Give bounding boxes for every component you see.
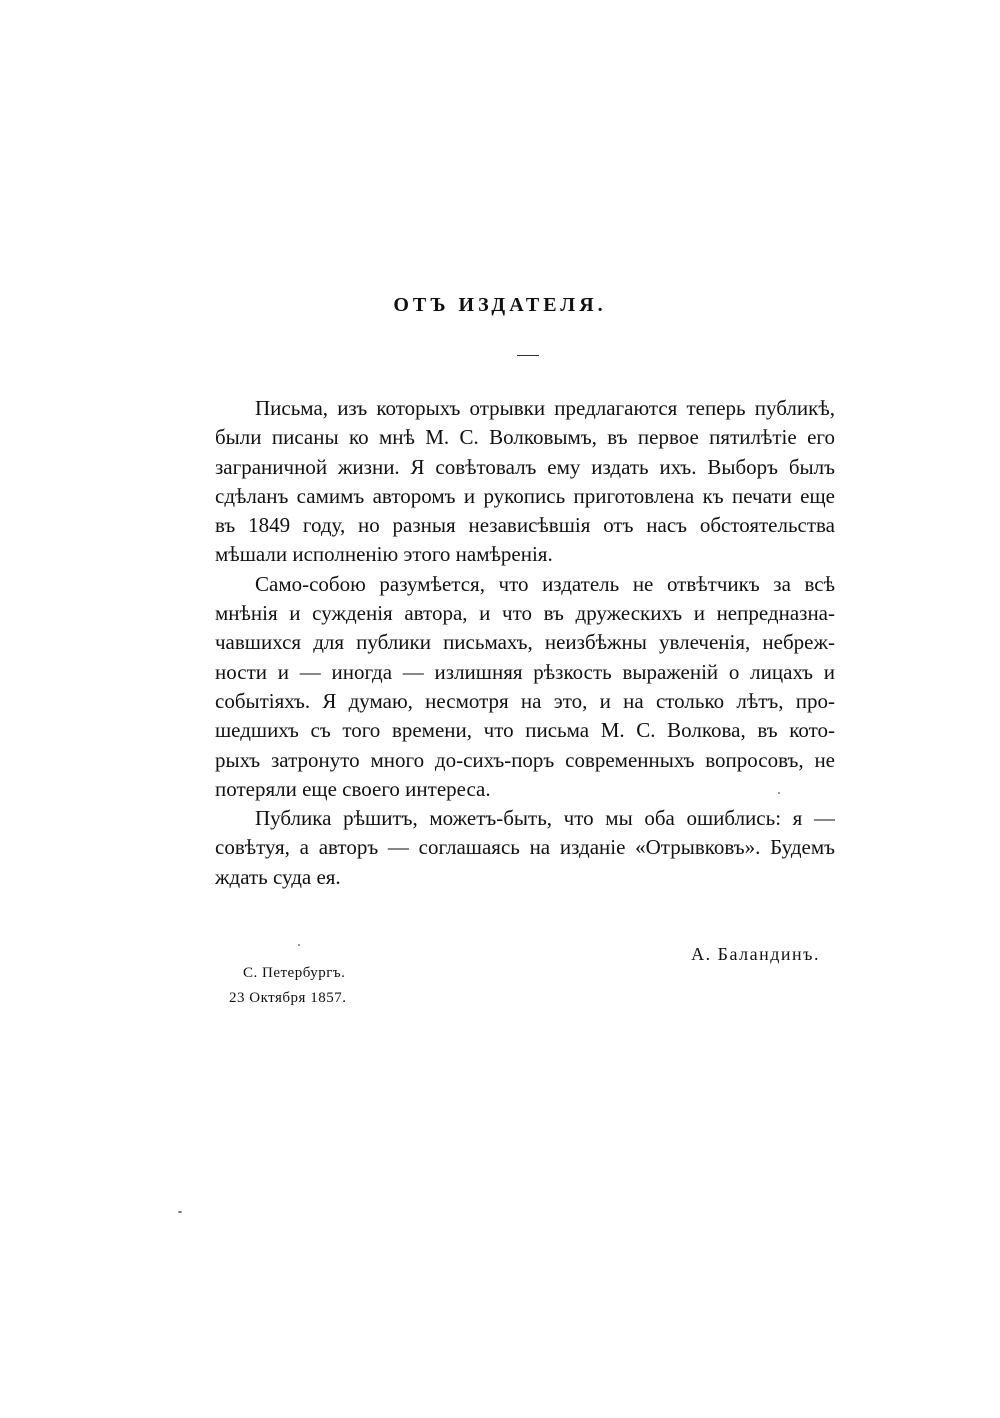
- text-line: мѣшали исполненію этого намѣренія.: [215, 542, 553, 567]
- scan-speck: [178, 1211, 182, 1213]
- body-text: [215, 394, 835, 892]
- scan-speck: [778, 792, 780, 794]
- text-line: событіяхъ. Я думаю, несмотря на это, и на столько лѣтъ, про-: [215, 688, 835, 713]
- text-line: Письма, изъ которыхъ отрывки предлагаются теперь публикѣ,: [255, 396, 835, 420]
- text-line: чавшихся для публики письмахъ, неизбѣжны увлеченія, небреж-: [215, 630, 835, 655]
- text-line: Публика рѣшитъ, можетъ-быть, что мы оба ошиблись: я —: [255, 806, 835, 831]
- text-line: сдѣланъ самимъ авторомъ и рукопись приготовлена къ печати еще: [215, 483, 835, 508]
- text-line: потеряли еще своего интереса.: [215, 776, 491, 801]
- text-line: ности и — иногда — излишняя рѣзкость выраженій о лицахъ и: [215, 659, 835, 684]
- text-line: мнѣнія и сужденія автора, и что въ дружескихъ и непредназна-: [215, 601, 835, 626]
- text-line: были писаны ко мнѣ М. С. Волковымъ, въ первое пятилѣтіе его: [215, 425, 835, 450]
- text-line: совѣтуя, а авторъ — соглашаясь на изданіе «Отрывковъ». Будемъ: [215, 835, 835, 860]
- text-line: шедшихъ съ того времени, что письма М. С. Волкова, въ кото-: [215, 718, 835, 743]
- text-line: Само-собою разумѣется, что издатель не отвѣтчикъ за всѣ: [255, 571, 835, 596]
- page-title: ОТЪ ИЗДАТЕЛЯ.: [393, 294, 607, 316]
- place-line: С. Петербургъ.: [243, 965, 346, 981]
- text-line: заграничной жизни. Я совѣтовалъ ему издать ихъ. Выборъ былъ: [215, 454, 835, 479]
- scan-speck: [298, 944, 300, 946]
- text-line: ждать суда ея.: [215, 864, 341, 889]
- signature: А. Баландинъ.: [691, 944, 820, 964]
- text-line: рыхъ затронуто много до-сихъ-поръ современныхъ вопросовъ, не: [215, 747, 835, 772]
- text-line: въ 1849 году, но разныя независѣвшія отъ насъ обстоятельства: [215, 513, 835, 538]
- date-line: 23 Октября 1857.: [229, 990, 347, 1006]
- title-divider: [517, 355, 539, 356]
